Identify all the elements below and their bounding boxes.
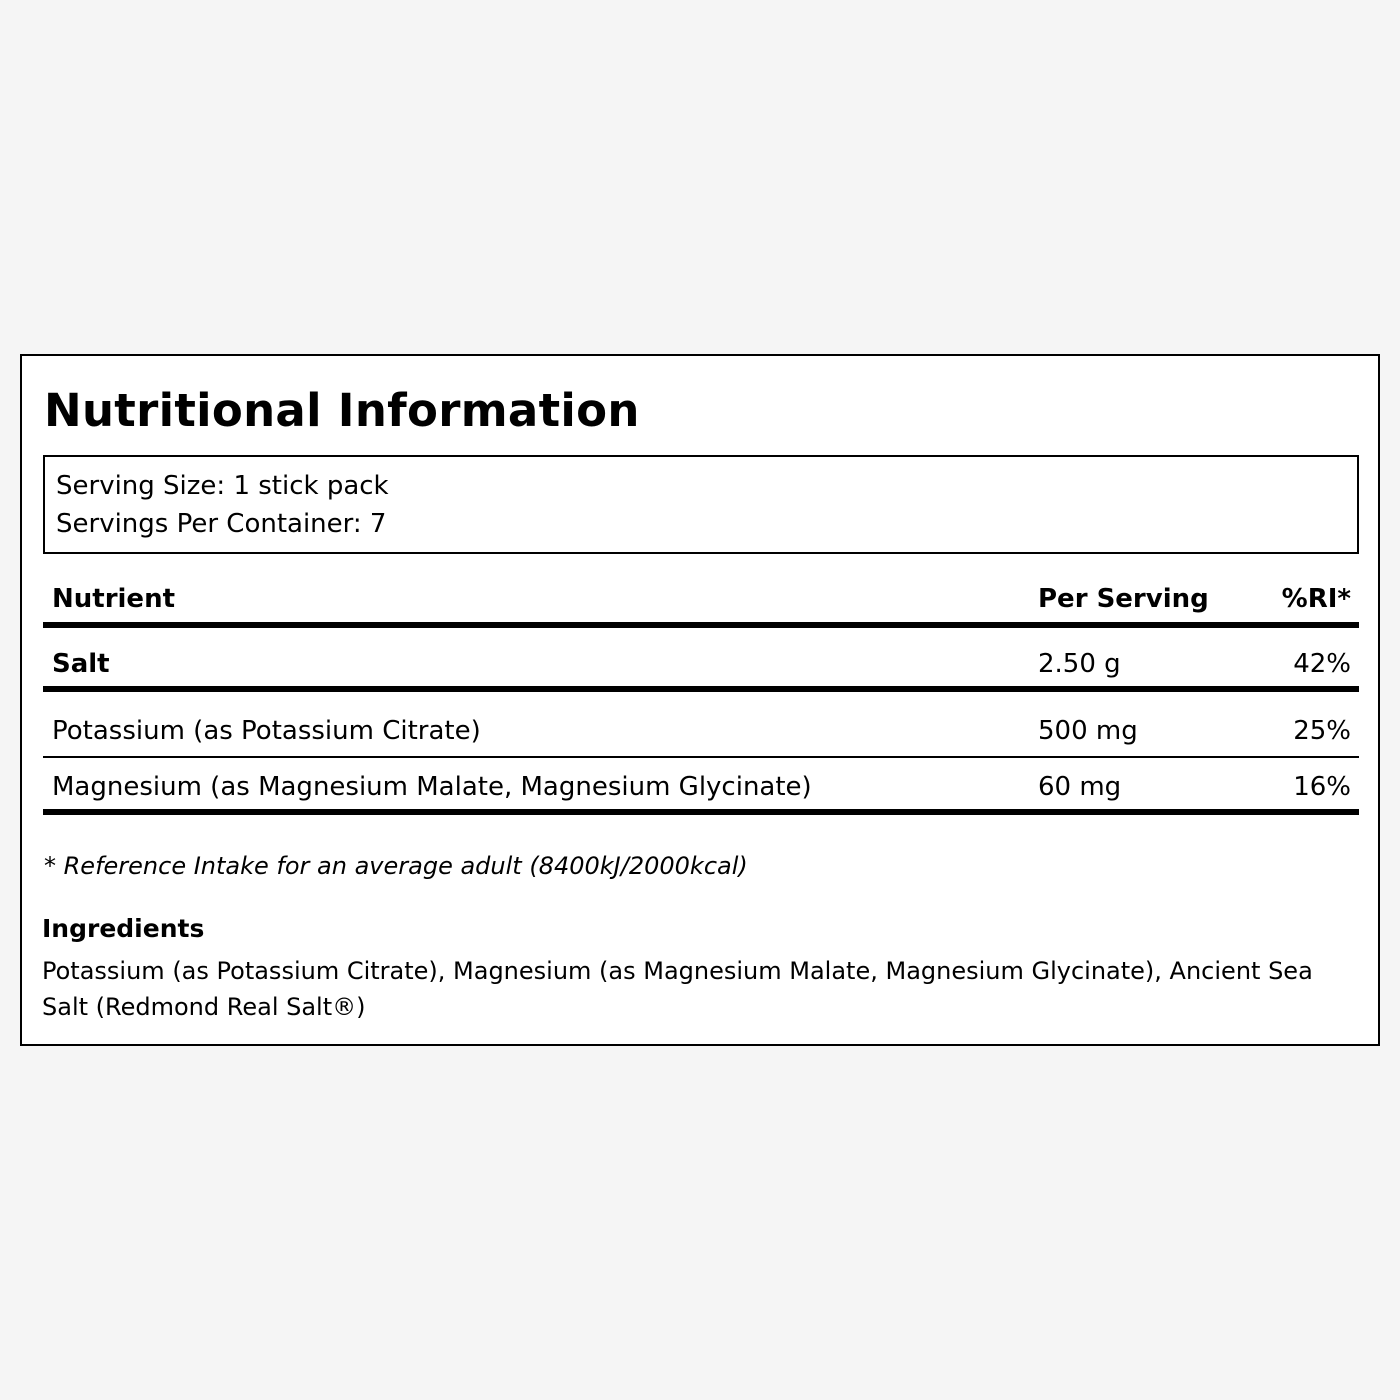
- nutrition-label: [20, 354, 1380, 1046]
- nutrient-amount: 500 mg: [1038, 716, 1138, 746]
- nutrient-amount: 60 mg: [1038, 772, 1122, 802]
- table-header-row: [43, 564, 1359, 628]
- nutrient-ri: 42%: [1293, 649, 1351, 679]
- header-nutrient: Nutrient: [52, 584, 176, 614]
- table-row-potassium: [43, 692, 1359, 758]
- serving-info-box: [43, 455, 1359, 554]
- table-row-magnesium: [43, 758, 1359, 815]
- label-title: Nutritional Information: [44, 384, 640, 437]
- nutrient-ri: 16%: [1293, 772, 1351, 802]
- nutrient-ri: 25%: [1293, 716, 1351, 746]
- header-ri: %RI*: [1281, 584, 1351, 614]
- nutrient-table: [43, 564, 1359, 815]
- ingredients-heading: Ingredients: [42, 914, 205, 943]
- servings-per-container: Servings Per Container: 7: [56, 509, 387, 539]
- serving-size: Serving Size: 1 stick pack: [56, 471, 389, 501]
- ri-footnote: * Reference Intake for an average adult (8400kJ/2000kcal): [44, 852, 748, 880]
- header-per-serving: Per Serving: [1038, 584, 1209, 614]
- table-row-salt: [43, 628, 1359, 692]
- nutrient-name: Potassium (as Potassium Citrate): [52, 716, 481, 746]
- nutrient-amount: 2.50 g: [1038, 649, 1121, 679]
- nutrient-name: Salt: [52, 649, 110, 679]
- ingredients-text: Potassium (as Potassium Citrate), Magnesium (as Magnesium Malate, Magnesium Glycinate), Ancient Sea Salt (Redmond Real Salt®): [42, 957, 1313, 1021]
- nutrient-name: Magnesium (as Magnesium Malate, Magnesium Glycinate): [52, 772, 812, 802]
